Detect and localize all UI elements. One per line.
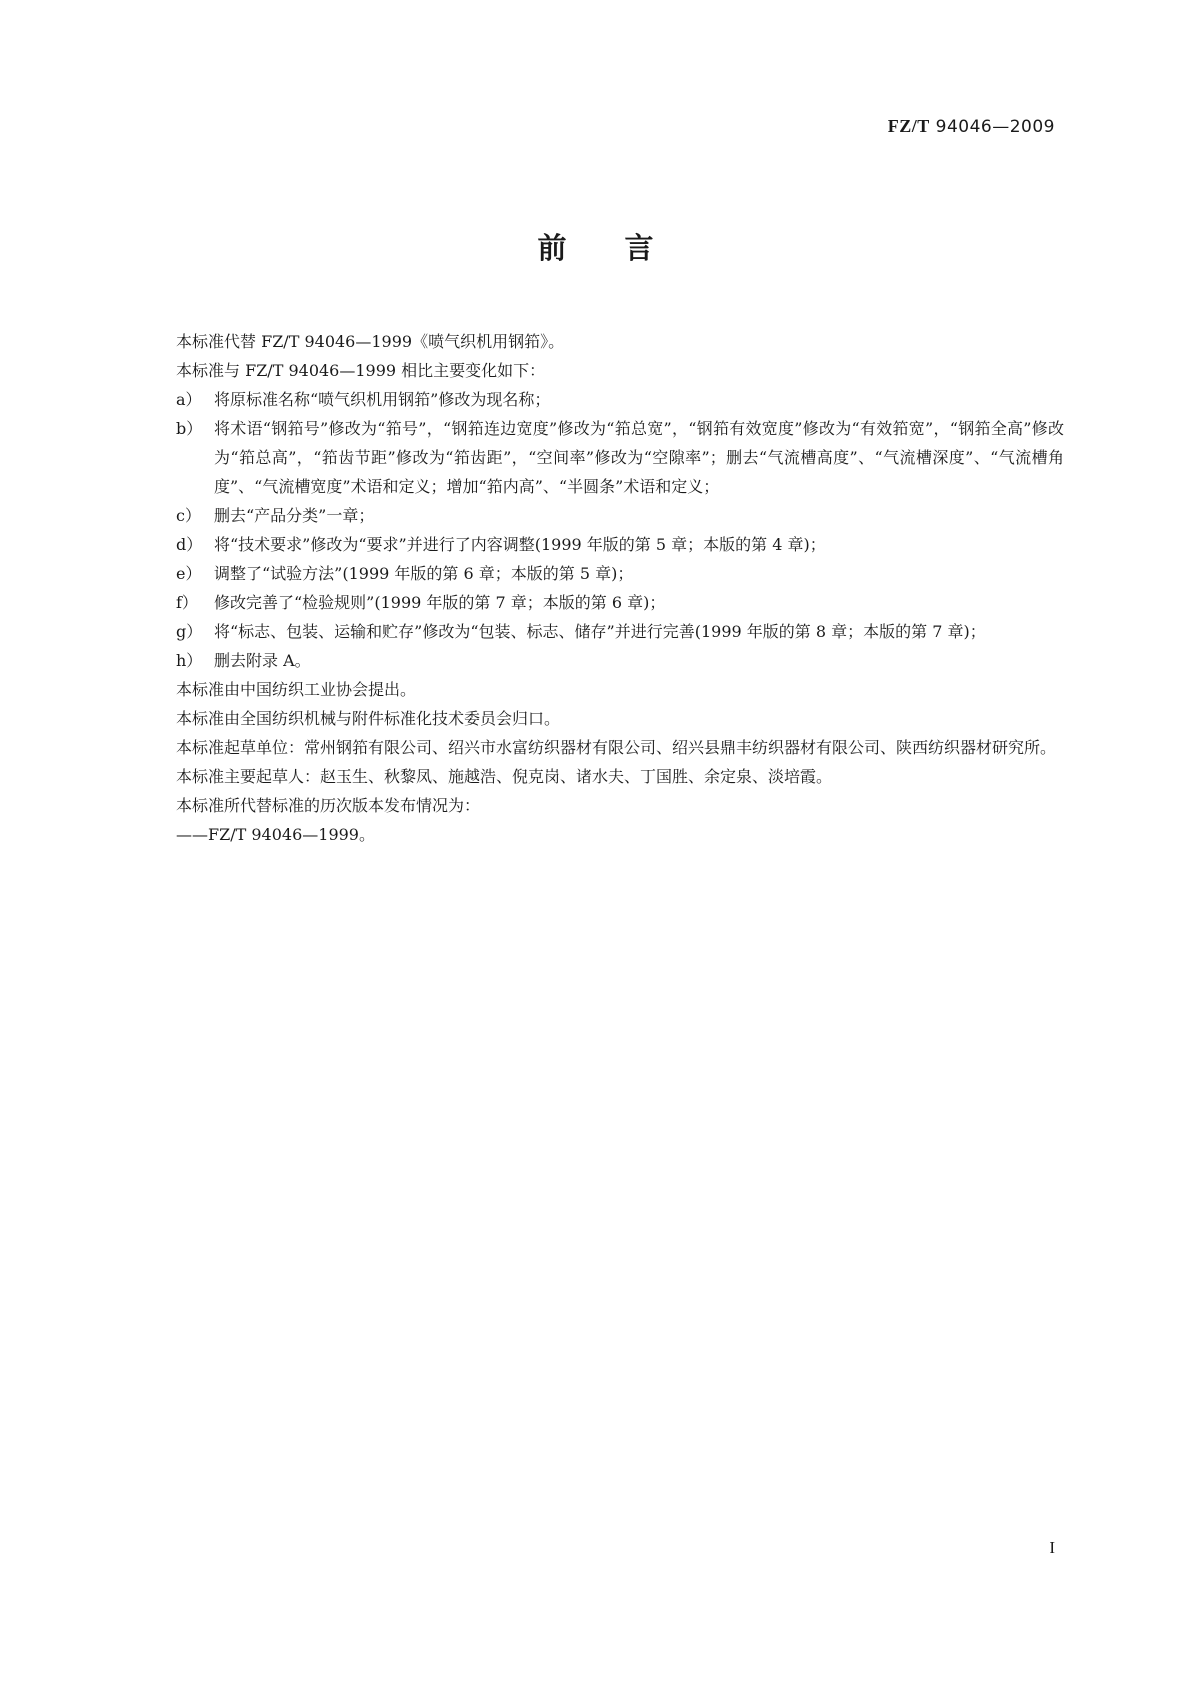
page-number: I <box>1049 1538 1055 1557</box>
list-marker: b） <box>176 419 203 438</box>
list-item <box>176 559 1064 588</box>
paragraph-history-intro: 本标准所代替标准的历次版本发布情况为： <box>176 796 481 815</box>
list-text: 将原标准名称“喷气织机用钢筘”修改为现名称； <box>214 390 551 409</box>
history-entry: ——FZ/T 94046—1999。 <box>176 825 375 844</box>
paragraph-committee: 本标准由全国纺织机械与附件标准化技术委员会归口。 <box>176 709 561 728</box>
list-text: 将“标志、包装、运输和贮存”修改为“包装、标志、储存”并进行完善(1999 年版的第 8 章；本版的第 7 章)； <box>214 622 986 641</box>
paragraph-drafters: 本标准主要起草人：赵玉生、秋黎凤、施越浩、倪克岗、诸水夫、丁国胜、余定泉、淡培霞。 <box>176 767 833 786</box>
list-marker: d） <box>176 535 203 554</box>
list-text: 将“技术要求”修改为“要求”并进行了内容调整(1999 年版的第 5 章；本版的第 4 章)； <box>214 535 826 554</box>
list-marker: f） <box>176 593 198 612</box>
paragraph-changes-intro: 本标准与 FZ/T 94046—1999 相比主要变化如下： <box>176 361 546 380</box>
page-title: 前言 <box>537 231 712 265</box>
list-item <box>176 617 1064 646</box>
standard-code <box>888 116 1055 137</box>
list-item <box>176 646 1064 675</box>
list-item <box>176 385 1064 414</box>
list-item <box>176 501 1064 530</box>
paragraph-replaces: 本标准代替 FZ/T 94046—1999《喷气织机用钢筘》。 <box>176 332 565 351</box>
list-marker: g） <box>176 622 203 641</box>
list-marker: e） <box>176 564 202 583</box>
list-text: 将术语“钢筘号”修改为“筘号”，“钢筘连边宽度”修改为“筘总宽”，“钢筘有效宽度”修改为“有效筘宽”，“钢筘全高”修改为“筘总高”，“筘齿节距”修改为“筘齿距”，“空间率”修改为“空隙率”；删去“气流槽高度”、“气流槽深度”、“气流槽角度”、“气流槽宽度”术语和定义；增加“筘内高”、“半圆条”术语和定义； <box>214 419 1064 496</box>
list-marker: c） <box>176 506 201 525</box>
list-item <box>176 414 1064 501</box>
list-item <box>176 588 1064 617</box>
list-marker: a） <box>176 390 202 409</box>
document-body <box>148 327 1064 849</box>
paragraph-drafting-units: 本标准起草单位：常州钢筘有限公司、绍兴市水富纺织器材有限公司、绍兴县鼎丰纺织器材有限公司、陕西纺织器材研究所。 <box>176 738 1057 757</box>
list-item <box>176 530 1064 559</box>
list-text: 调整了“试验方法”(1999 年版的第 6 章；本版的第 5 章)； <box>214 564 634 583</box>
list-text: 删去“产品分类”一章； <box>214 506 375 525</box>
list-text: 修改完善了“检验规则”(1999 年版的第 7 章；本版的第 6 章)； <box>214 593 666 612</box>
list-text: 删去附录 A。 <box>214 651 311 670</box>
list-marker: h） <box>176 651 203 670</box>
standard-code-number: 94046—2009 <box>935 117 1055 137</box>
standard-code-prefix: FZ/T <box>887 116 930 136</box>
paragraph-proposer: 本标准由中国纺织工业协会提出。 <box>176 680 417 699</box>
